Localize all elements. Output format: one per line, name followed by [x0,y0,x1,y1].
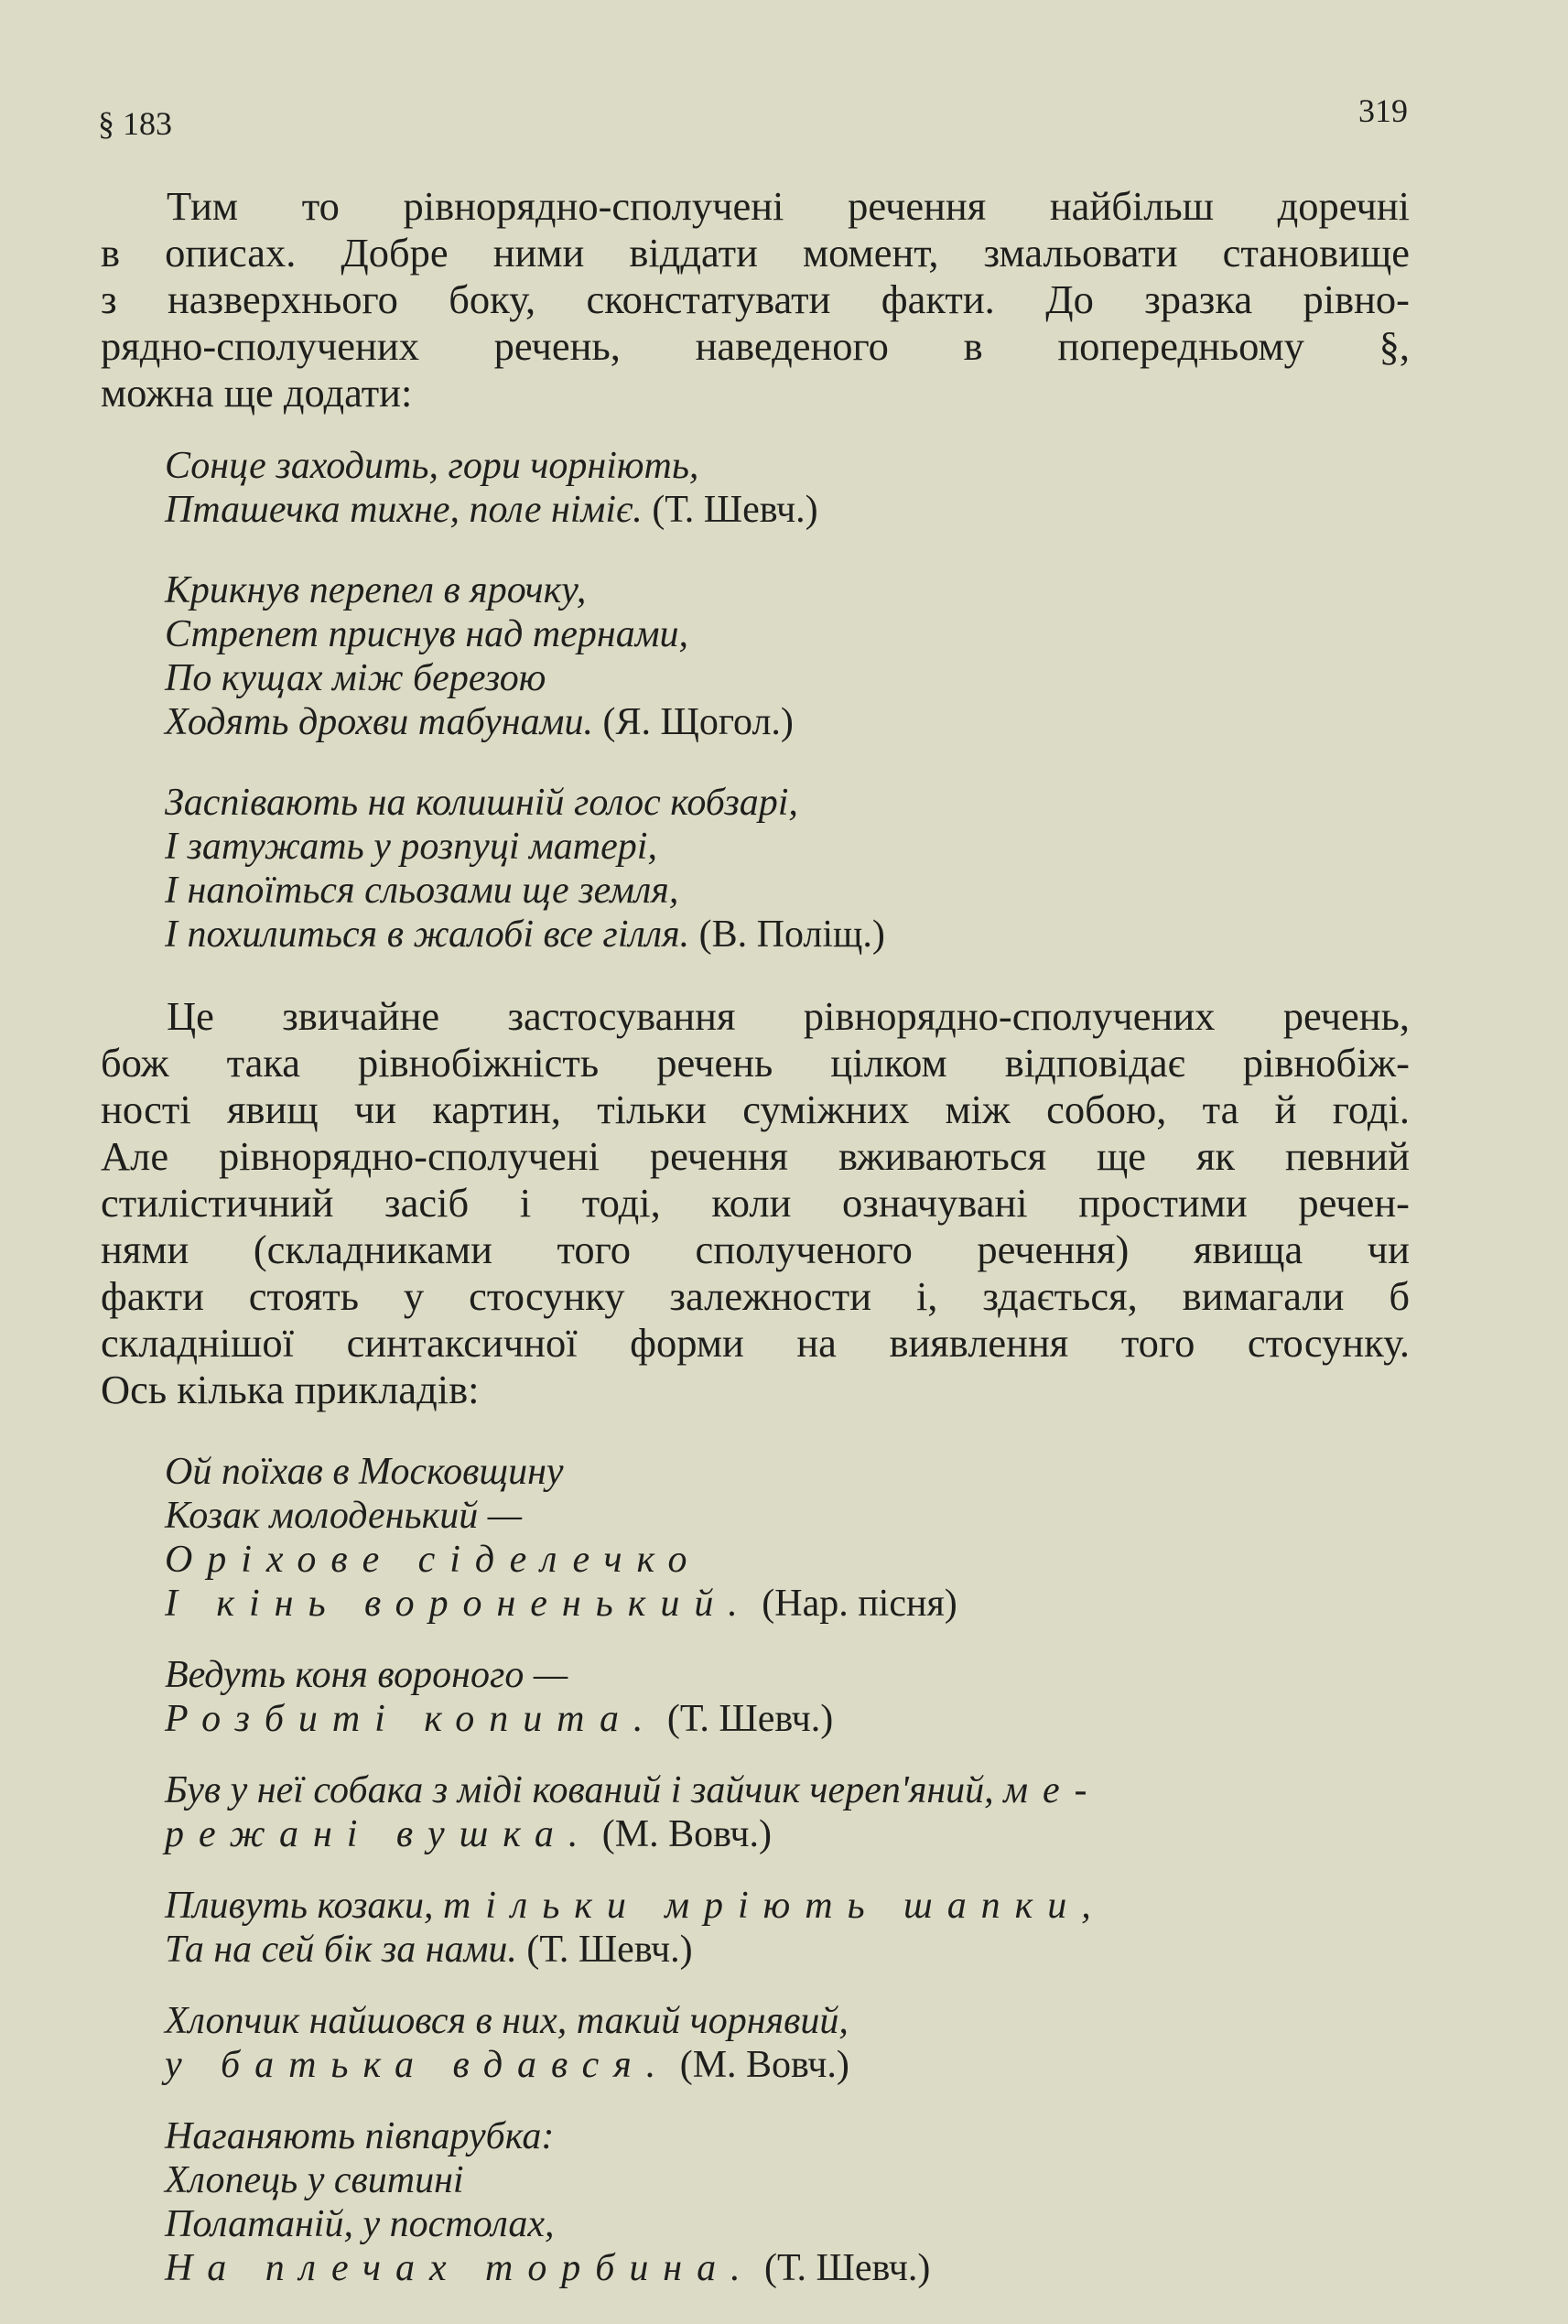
verse-example-4 [101,1450,1410,1626]
text-line: можна ще додати: [101,370,413,416]
verse-line-spaced: Розбиті копита. [165,1698,658,1740]
page-body [101,183,1410,2290]
verse-line: Ведуть коня вороного — [165,1654,568,1696]
verse-line: І похилиться в жалобі все гілля. [165,913,690,956]
verse-line-spaced: ме- [1003,1769,1102,1811]
verse-line: Наганяють півпарубка: [165,2115,555,2157]
verse-line: Козак молоденький — [165,1495,523,1537]
verse-example-8 [101,1999,1410,2087]
verse-line: По кущах між березою [165,657,546,699]
verse-line: Ой поїхав в Московщину [165,1451,564,1493]
text-line: рядно-сполучених речень, наведеного в попередньому §, [101,323,1410,369]
verse-line: Полатаній, у постолах, [165,2203,555,2245]
verse-line-spaced: Оріхове сіделечко [165,1539,702,1581]
text-line: складнішої синтаксичної форми на виявлення того стосунку. [101,1320,1410,1366]
page-header [98,92,1408,146]
text-line: з назверхнього боку, сконстатувати факти. До зразка рівно- [101,276,1410,322]
paragraph-intro [101,183,1410,416]
verse-line: І напоїться сльозами ще земля, [165,870,679,912]
verse-line: Крикнув перепел в ярочку, [165,569,587,611]
verse-example-9 [101,2114,1410,2290]
text-line: ності явищ чи картин, тільки суміжних між собою, та й годі. [101,1086,1410,1132]
text-line: факти стоять у стосунку залежности і, здається, вимагали б [101,1273,1410,1319]
verse-line: Заспівають на колишній голос кобзарі, [165,782,798,824]
verse-line: Стрепет приснув над тернами, [165,613,689,655]
section-number: § 183 [98,105,172,142]
text-line: бож така рівнобіжність речень цілком відповідає рівнобіж- [101,1040,1410,1086]
verse-line: Ходять дрохви табунами. [165,701,593,743]
page-number: 319 [1358,92,1408,129]
citation: (М. Вовч.) [679,2044,849,2086]
citation: (М. Вовч.) [601,1813,772,1855]
verse-line-spaced: І кінь вороненький. [165,1583,752,1625]
citation: (Я. Щогол.) [602,701,794,743]
verse-example-5 [101,1653,1410,1741]
verse-line: І затужать у розпуці матері, [165,826,657,868]
citation: (Т. Шевч.) [666,1698,834,1740]
verse-example-7 [101,1884,1410,1972]
verse-line-spaced: тільки мріють шапки, [443,1885,1106,1927]
verse-example-1 [101,444,1410,532]
text-line: нями (складниками того сполученого речення) явища чи [101,1227,1410,1272]
text-line: Тим то рівнорядно-сполучені речення найбільш доречні [167,183,1410,229]
verse-line-spaced: На плечах торбина. [165,2247,755,2289]
verse-line: Та на сей бік за нами. [165,1929,517,1971]
verse-line: Хлопчик найшовся в них, такий чорнявий, [165,2000,849,2042]
verse-line: Був у неї собака з міді кований і зайчик череп'яний, [165,1769,994,1811]
citation: (Т. Шевч.) [652,489,818,531]
citation: (Т. Шевч.) [764,2247,931,2289]
citation: (Т. Шевч.) [526,1929,693,1971]
text-line: Але рівнорядно-сполучені речення вживаються ще як певний [101,1133,1410,1179]
verse-example-3 [101,781,1410,957]
text-line: стилістичний засіб і тоді, коли означувані простими речен- [101,1180,1410,1226]
verse-line: Пливуть козаки, [165,1885,434,1927]
paragraph-discussion [101,993,1410,1413]
verse-line: Пташечка тихне, поле німіє. [165,489,643,531]
citation: (В. Поліщ.) [698,913,885,956]
verse-example-2 [101,568,1410,744]
verse-line: Хлопець у свитині [165,2159,464,2201]
verse-line: Сонце заходить, гори чорніють, [165,445,699,487]
verse-line-spaced: режані вушка. [165,1813,593,1855]
citation: (Нар. пісня) [762,1583,957,1625]
text-line: в описах. Добре ними віддати момент, змальовати становище [101,230,1410,276]
text-line: Ось кілька прикладів: [101,1367,480,1412]
verse-line-spaced: у батька вдався. [165,2044,671,2086]
text-line: Це звичайне застосування рівнорядно-сполучених речень, [167,993,1410,1039]
verse-example-6 [101,1768,1410,1856]
